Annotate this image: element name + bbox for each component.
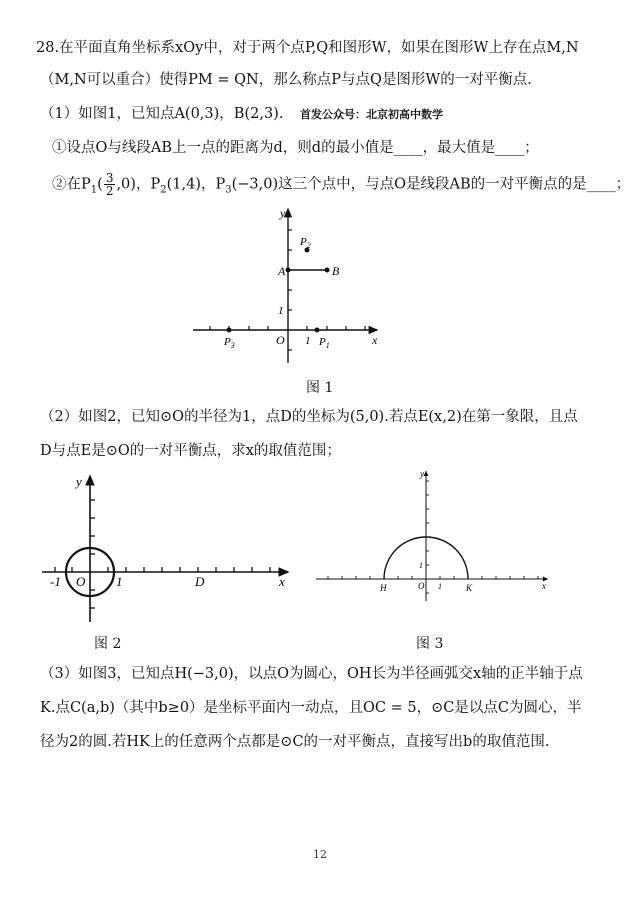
part1-sub2-e: (−3,0)这三个点中，与点O是线段AB的一对平衡点的是____；	[231, 176, 631, 193]
part1-sub1: ①设点O与线段AB上一点的距离为d，则d的最小值是____，最大值是____；	[52, 140, 539, 156]
question-stem-line-2: （M,N可以重合）使得PM = QN，那么称点P与点Q是图形W的一对平衡点.	[40, 72, 532, 88]
fraction-three-halves	[104, 172, 116, 197]
part1-sub2-a: ②在P	[52, 176, 91, 193]
point-P1	[315, 328, 320, 333]
sub-2: 2	[160, 184, 167, 196]
watermark-note: 首发公众号：北京初高中数学	[300, 108, 444, 121]
fig2-label-x: x	[279, 574, 285, 589]
part2-line-2: D与点E是⊙O的一对平衡点，求x的取值范围；	[40, 443, 341, 459]
frac-denominator: 2	[105, 184, 114, 198]
fig1-label-P2: $P_2$	[300, 236, 311, 250]
fig3-label-y: y	[420, 469, 424, 479]
part3-line-3: 径为2的圆.若HK上的任意两个点都是⊙C的一对平衡点，直接写出b的取值范围.	[40, 734, 550, 750]
question-stem-line-1: 28.在平面直角坐标系xOy中，对于两个点P,Q和图形W，如果在图形W上存在点M,N	[36, 40, 579, 56]
fig3-label-H: H	[380, 583, 387, 593]
sub-3: 3	[225, 184, 232, 196]
part1-sub2-b: (	[97, 176, 103, 193]
figure-1	[185, 205, 385, 370]
fig3-label-O: O	[418, 581, 425, 591]
page-number: 12	[313, 848, 327, 861]
fig3-label-K: K	[466, 583, 473, 593]
fig3-label-one-x: 1	[438, 582, 442, 591]
part3-line-2: K.点C(a,b)（其中b≥0）是坐标平面内一动点，且OC = 5，⊙C是以点C为圆心，半	[40, 700, 582, 716]
figure-3-caption: 图 3	[416, 636, 444, 652]
fig2-label-O: O	[76, 574, 86, 589]
fig1-label-P3: $P_3$	[224, 336, 235, 350]
fig2-label-y: y	[76, 474, 82, 489]
part3-line-1: （3）如图3，已知点H(−3,0)，以点O为圆心，OH长为半径画弧交x轴的正半轴于点	[40, 666, 583, 682]
fig1-label-O: O	[276, 333, 285, 347]
point-B	[325, 268, 330, 273]
frac-numerator: 3	[105, 171, 114, 185]
point-A	[286, 268, 291, 273]
fig1-label-y: y	[280, 206, 286, 220]
figure-2-caption: 图 2	[94, 636, 122, 652]
fig1-label-A: A	[278, 264, 286, 278]
figure-3	[312, 465, 552, 605]
fig1-label-P1: $P_1$	[319, 336, 330, 350]
part1-sub2-d: (1,4)，P	[166, 176, 226, 193]
fig3-label-one-y: 1	[419, 561, 423, 570]
fig2-label-one: 1	[116, 574, 123, 589]
fig1-label-x: x	[372, 333, 378, 347]
sub-1: 1	[90, 184, 98, 196]
point-P3	[227, 328, 232, 333]
part1-sub2-c: ,0)，P	[116, 176, 161, 193]
fig1-label-one-y: 1	[278, 305, 284, 317]
figure-1-caption: 图 1	[306, 380, 334, 396]
part1-intro	[40, 104, 443, 125]
part1-sub2	[52, 172, 630, 201]
part2-line-1: （2）如图2，已知⊙O的半径为1，点D的坐标为(5,0).若点E(x,2)在第一象限，且点	[40, 409, 578, 425]
figure-2	[38, 470, 293, 630]
part1-text: （1）如图1，已知点A(0,3)，B(2,3).	[40, 106, 284, 122]
fig2-label-neg1: -1	[50, 574, 61, 589]
fig1-label-one-x: 1	[305, 335, 311, 347]
fig3-label-x: x	[542, 581, 546, 591]
fig1-label-B: B	[332, 264, 340, 278]
fig2-label-D: D	[195, 574, 205, 589]
